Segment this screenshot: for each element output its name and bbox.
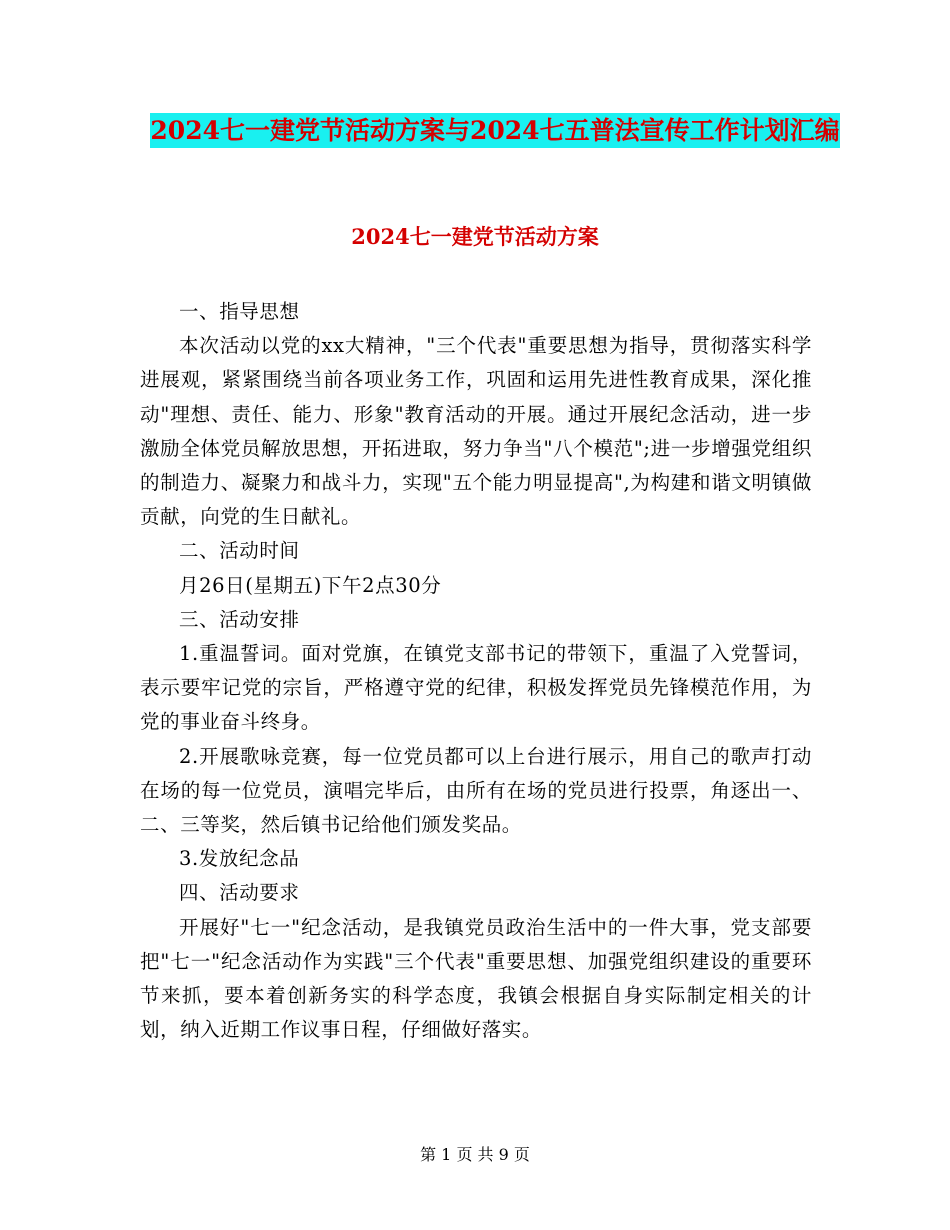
paragraph-arrangement-3: 3.发放纪念品	[179, 847, 300, 871]
paragraph-activity-requirements: 开展好"七一"纪念活动，是我镇党员政治生活中的一件大事，党支部要把"七一"纪念活动作为实践"三个代表"重要思想、加强党组织建设的重要环节来抓，要本着创新务实的科学态度，我镇会根据自身实际制定相关的计划，纳入近期工作议事日程，仔细做好落实。	[140, 915, 812, 1042]
paragraph-arrangement-1: 1.重温誓词。面对党旗，在镇党支部书记的带领下，重温了入党誓词，表示要牢记党的宗旨，严格遵守党的纪律，积极发挥党员先锋模范作用，为党的事业奋斗终身。	[140, 642, 812, 734]
paragraph-arrangement-2: 2.开展歌咏竞赛，每一位党员都可以上台进行展示，用自己的歌声打动在场的每一位党员，演唱完毕后，由所有在场的党员进行投票，角逐出一、二、三等奖，然后镇书记给他们颁发奖品。	[140, 744, 812, 837]
paragraph-activity-time: 月26日(星期五)下午2点30分	[179, 573, 442, 597]
heading-activity-arrangement: 三、活动安排	[179, 607, 300, 631]
document-title-text: 2024七一建党节活动方案与2024七五普法宣传工作计划汇编	[150, 113, 839, 148]
section-title: 2024七一建党节活动方案	[351, 224, 599, 249]
page-footer: 第 1 页 共 9 页	[420, 1145, 530, 1164]
heading-activity-requirements: 四、活动要求	[179, 881, 300, 905]
paragraph-guiding-ideology: 本次活动以党的xx大精神，"三个代表"重要思想为指导，贯彻落实科学进展观，紧紧围绕当前各项业务工作，巩固和运用先进性教育成果，深化推动"理想、责任、能力、形象"教育活动的开展。通过开展纪念活动，进一步激励全体党员解放思想，开拓进取，努力争当"八个模范";进一步增强党组织的制造力、凝聚力和战斗力，实现"五个能力明显提高",为构建和谐文明镇做贡献，向党的生日献礼。	[140, 334, 812, 529]
heading-guiding-ideology: 一、指导思想	[179, 300, 300, 323]
document-title	[140, 108, 850, 154]
heading-activity-time: 二、活动时间	[179, 539, 300, 563]
document-body	[140, 295, 812, 1047]
